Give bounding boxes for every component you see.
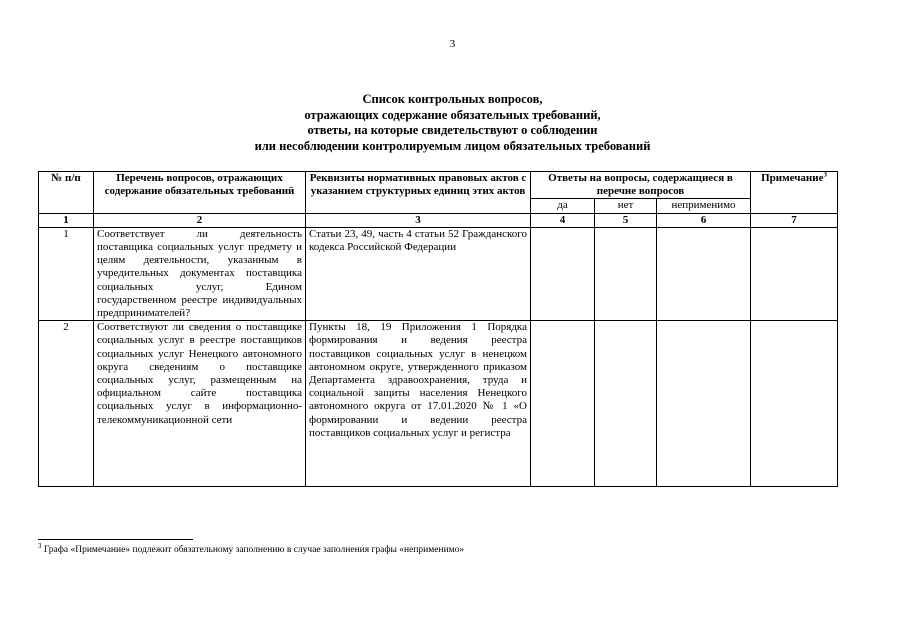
column-number: 7	[751, 213, 838, 227]
title-line: или несоблюдении контролируемым лицом обязательных требований	[254, 138, 651, 153]
answer-na-cell[interactable]	[657, 227, 751, 320]
title-line: Список контрольных вопросов,	[362, 92, 543, 106]
column-number: 1	[39, 213, 94, 227]
header-number: № п/п	[39, 172, 94, 214]
header-row	[39, 172, 838, 199]
row-number: 2	[39, 321, 94, 487]
header-notes: Примечание$^3$	[751, 172, 838, 214]
document-title	[0, 92, 905, 154]
row-reference: Статьи 23, 49, часть 4 статьи 52 Гражданского кодекса Российской Федерации	[306, 227, 531, 320]
answer-yes-cell[interactable]	[531, 227, 595, 320]
header-references: Реквизиты нормативных правовых актов с указанием структурных единиц этих актов	[306, 172, 531, 214]
answer-yes-cell[interactable]	[531, 321, 595, 487]
row-reference: Пункты 18, 19 Приложения 1 Порядка формирования и ведения реестра поставщиков социальных услуг в ненецком автономном округе, утвержденного приказом Департамента здравоохранения, труда и социальной защиты населения Ненецкого автономного округа от 17.01.2020 № 1 «О формировании и ведении реестра поставщиков социальных услуг и регистра	[306, 321, 531, 487]
column-number: 5	[595, 213, 657, 227]
answer-no-cell[interactable]	[595, 227, 657, 320]
title-line: отражающих содержание обязательных требований,	[304, 107, 601, 122]
column-number: 3	[306, 213, 531, 227]
checklist-table	[38, 171, 838, 487]
title-line: ответы, на которые свидетельствуют о соблюдении	[307, 123, 598, 137]
row-number: 1	[39, 227, 94, 320]
column-number: 2	[94, 213, 306, 227]
row-question: Соответствуют ли сведения о поставщике социальных услуг в реестре поставщиков социальных услуг Ненецкого автономного округа сведениям о поставщике социальных услуг, размещенным на официальном сайте поставщика социальных услуг в информационно-телекоммуникационной сети	[94, 321, 306, 487]
header-answers: Ответы на вопросы, содержащиеся в перечне вопросов	[531, 172, 751, 199]
header-yes: да	[531, 199, 595, 213]
footnote: $^3$ Графа «Примечание» подлежит обязательному заполнению в случае заполнения графы «неприменимо»	[38, 541, 465, 555]
notes-cell[interactable]	[751, 321, 838, 487]
header-questions: Перечень вопросов, отражающих содержание обязательных требований	[94, 172, 306, 214]
row-question: Соответствует ли деятельность поставщика социальных услуг предмету и целям деятельности, указанным в учредительных документах поставщика социальных услуг, Едином государственном реестре индивидуальных предпринимателей?	[94, 227, 306, 320]
column-number: 6	[657, 213, 751, 227]
answer-no-cell[interactable]	[595, 321, 657, 487]
header-no: нет	[595, 199, 657, 213]
header-not-applicable: неприменимо	[657, 199, 751, 213]
footnote-separator	[38, 539, 193, 540]
column-numbers-row	[39, 213, 838, 227]
table-row	[39, 227, 838, 320]
notes-cell[interactable]	[751, 227, 838, 320]
column-number: 4	[531, 213, 595, 227]
answer-na-cell[interactable]	[657, 321, 751, 487]
table-row	[39, 321, 838, 487]
page-number: 3	[449, 38, 456, 50]
